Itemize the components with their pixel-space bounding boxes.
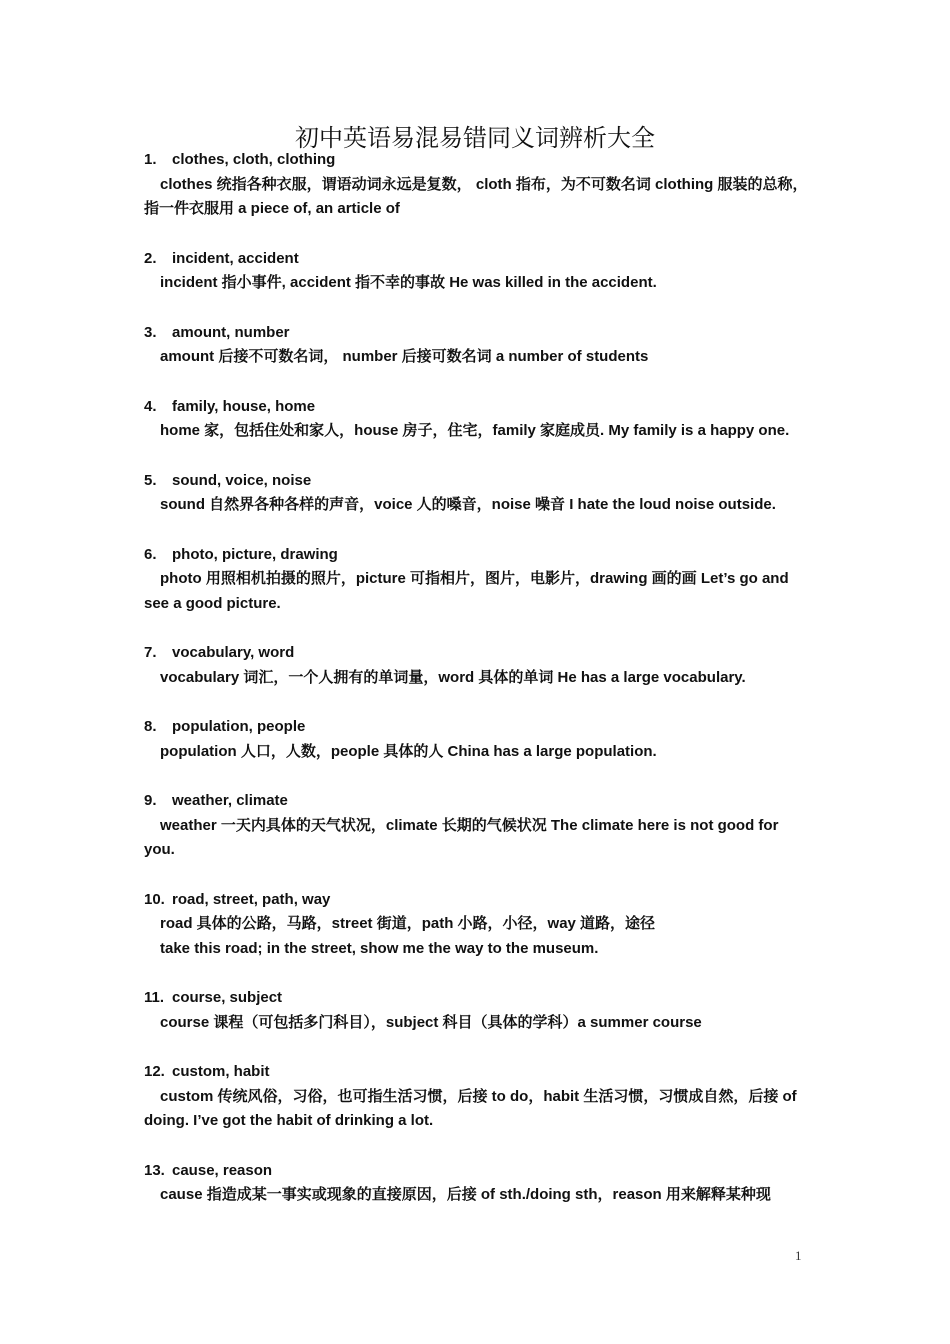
entry xyxy=(144,148,808,222)
entry-number: 5. xyxy=(144,471,157,489)
entry-number: 13. xyxy=(144,1161,165,1179)
entry xyxy=(144,1060,808,1134)
entry-heading xyxy=(144,1060,808,1085)
entry-words: population, people xyxy=(172,718,306,735)
entry-explanation: custom 传统风俗，习俗，也可指生活习惯，后接 to do，habit 生活习惯，习惯成自然，后接 of doing. I’ve got the habit of drinking a lot. xyxy=(144,1087,797,1129)
entry-list xyxy=(144,148,808,1233)
entry-number: 3. xyxy=(144,323,157,341)
entry-number: 7. xyxy=(144,644,157,661)
entry-words: vocabulary, word xyxy=(172,644,295,661)
entry-heading xyxy=(144,986,808,1011)
entry xyxy=(144,888,808,962)
entry xyxy=(144,715,808,764)
entry-heading xyxy=(144,148,808,173)
entry xyxy=(144,543,808,617)
entry-explanation: road 具体的公路，马路，street 街道，path 小路，小径，way 道路，途径 xyxy=(160,915,656,932)
entry-heading xyxy=(144,247,808,272)
entry-words: clothes, cloth, clothing xyxy=(172,151,336,168)
entry-words: photo, picture, drawing xyxy=(172,545,338,563)
entry-words: weather, climate xyxy=(172,792,288,809)
entry-explanation: sound 自然界各种各样的声音，voice 人的嗓音，noise 噪音 I hate the loud noise outside. xyxy=(160,496,776,513)
entry-explanation: population 人口，人数，people 具体的人 China has a large population. xyxy=(160,742,657,760)
entry-heading xyxy=(144,395,808,420)
entry xyxy=(144,789,808,863)
entry-heading xyxy=(144,715,808,740)
page-title: 初中英语易混易错同义词辨析大全 xyxy=(295,124,655,152)
entry-explanation: cause 指造成某一事实或现象的直接原因，后接 of sth./doing sth，reason 用来解释某种现 xyxy=(160,1186,771,1203)
entry-explanation: weather 一天内具体的天气状况，climate 长期的气候状况 The climate here is not good for you. xyxy=(144,816,779,858)
entry xyxy=(144,641,808,690)
entry-number: 1. xyxy=(144,151,157,168)
entry-heading xyxy=(144,321,808,346)
entry-explanation: incident 指小事件, accident 指不幸的事故 He was killed in the accident. xyxy=(160,274,657,291)
entry-number: 6. xyxy=(144,545,157,563)
entry-words: custom, habit xyxy=(172,1063,270,1080)
entry-explanation: course 课程（可包括多门科目），subject 科目（具体的学科）a summer course xyxy=(160,1013,702,1031)
entry xyxy=(144,1159,808,1208)
entry-heading xyxy=(144,469,808,494)
page-number: 1 xyxy=(795,1248,802,1263)
entry-explanation: home 家，包括住处和家人，house 房子，住宅，family 家庭成员. My family is a happy one. xyxy=(160,422,790,439)
entry xyxy=(144,986,808,1035)
entry-explanation: clothes 统指各种衣服，谓语动词永远是复数， cloth 指布，为不可数名词 clothing 服装的总称，指一件衣服用 a piece of, an article of xyxy=(144,175,808,217)
entry-heading xyxy=(144,641,808,666)
entry xyxy=(144,395,808,444)
entry-number: 9. xyxy=(144,792,157,809)
entry-number: 4. xyxy=(144,397,157,415)
entry-number: 2. xyxy=(144,249,157,267)
entry-number: 8. xyxy=(144,718,157,735)
entry-words: incident, accident xyxy=(172,249,299,267)
entry-words: road, street, path, way xyxy=(172,890,331,908)
entry xyxy=(144,247,808,296)
entry-explanation: vocabulary 词汇，一个人拥有的单词量，word 具体的单词 He has a large vocabulary. xyxy=(160,668,746,686)
entry-number: 10. xyxy=(144,890,165,908)
entry-words: amount, number xyxy=(172,323,290,341)
entry-example: take this road; in the street, show me the way to the museum. xyxy=(160,939,599,957)
entry-heading xyxy=(144,888,808,913)
entry-words: sound, voice, noise xyxy=(172,471,312,489)
entry xyxy=(144,321,808,370)
entry-words: family, house, home xyxy=(172,397,316,415)
entry-explanation: photo 用照相机拍摄的照片，picture 可指相片，图片，电影片，drawing 画的画 Let’s go and see a good picture. xyxy=(144,570,789,612)
entry-words: course, subject xyxy=(172,989,283,1006)
entry xyxy=(144,469,808,518)
entry-heading xyxy=(144,789,808,814)
entry-words: cause, reason xyxy=(172,1161,273,1179)
entry-number: 11. xyxy=(144,989,165,1006)
entry-number: 12. xyxy=(144,1063,165,1080)
entry-heading xyxy=(144,543,808,568)
entry-explanation: amount 后接不可数名词， number 后接可数名词 a number of students xyxy=(160,348,649,365)
entry-heading xyxy=(144,1159,808,1184)
